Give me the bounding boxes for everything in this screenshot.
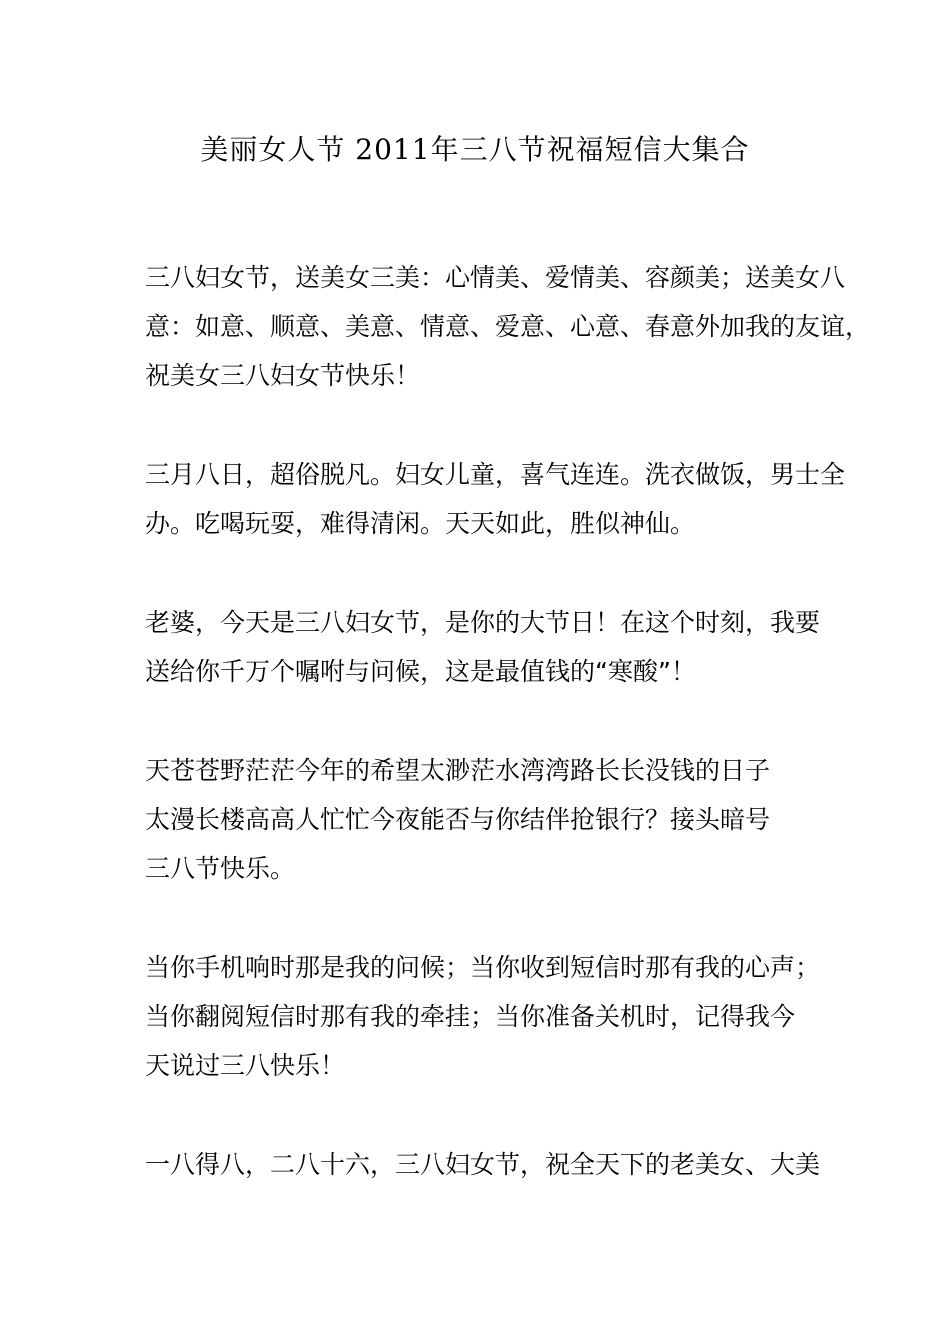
- paragraph-4: [145, 746, 825, 893]
- text-line: 三八节快乐。: [145, 854, 296, 883]
- paragraph-1: [145, 253, 871, 400]
- text-line: 意：如意、顺意、美意、情意、爱意、心意、春意外加我的友谊，: [145, 312, 871, 341]
- text-line: 三月八日，超俗脱凡。妇女儿童，喜气连连。洗衣做饭，男士全: [145, 460, 846, 489]
- text-line: 当你手机响时那是我的问候；当你收到短信时那有我的心声；: [145, 953, 821, 982]
- text-line: 太漫长楼高高人忙忙今夜能否与你结伴抢银行？接头暗号: [145, 805, 771, 834]
- paragraph-2: [145, 450, 846, 548]
- text-line: 祝美女三八妇女节快乐！: [145, 361, 421, 390]
- paragraph-5: [145, 943, 825, 1090]
- paragraph-3: [145, 598, 825, 696]
- text-line: 天说过三八快乐！: [145, 1051, 346, 1080]
- text-line: 三八妇女节，送美女三美：心情美、爱情美、容颜美；送美女八: [145, 263, 846, 292]
- text-line: 一八得八，二八十六，三八妇女节，祝全天下的老美女、大美: [145, 1150, 821, 1179]
- text-line: 送给你千万个嘱咐与问候，这是最值钱的“寒酸”！: [145, 657, 696, 686]
- text-line: 当你翻阅短信时那有我的牵挂；当你准备关机时，记得我今: [145, 1002, 796, 1031]
- text-line: 办。吃喝玩耍，难得清闲。天天如此，胜似神仙。: [145, 509, 696, 538]
- paragraph-6: [145, 1140, 825, 1189]
- text-line: 老婆，今天是三八妇女节，是你的大节日！在这个时刻，我要: [145, 608, 821, 637]
- document-body: [145, 253, 871, 1239]
- document-title: 美丽女人节 2011年三八节祝福短信大集合: [200, 133, 750, 166]
- text-line: 天苍苍野茫茫今年的希望太渺茫水湾湾路长长没钱的日子: [145, 756, 771, 785]
